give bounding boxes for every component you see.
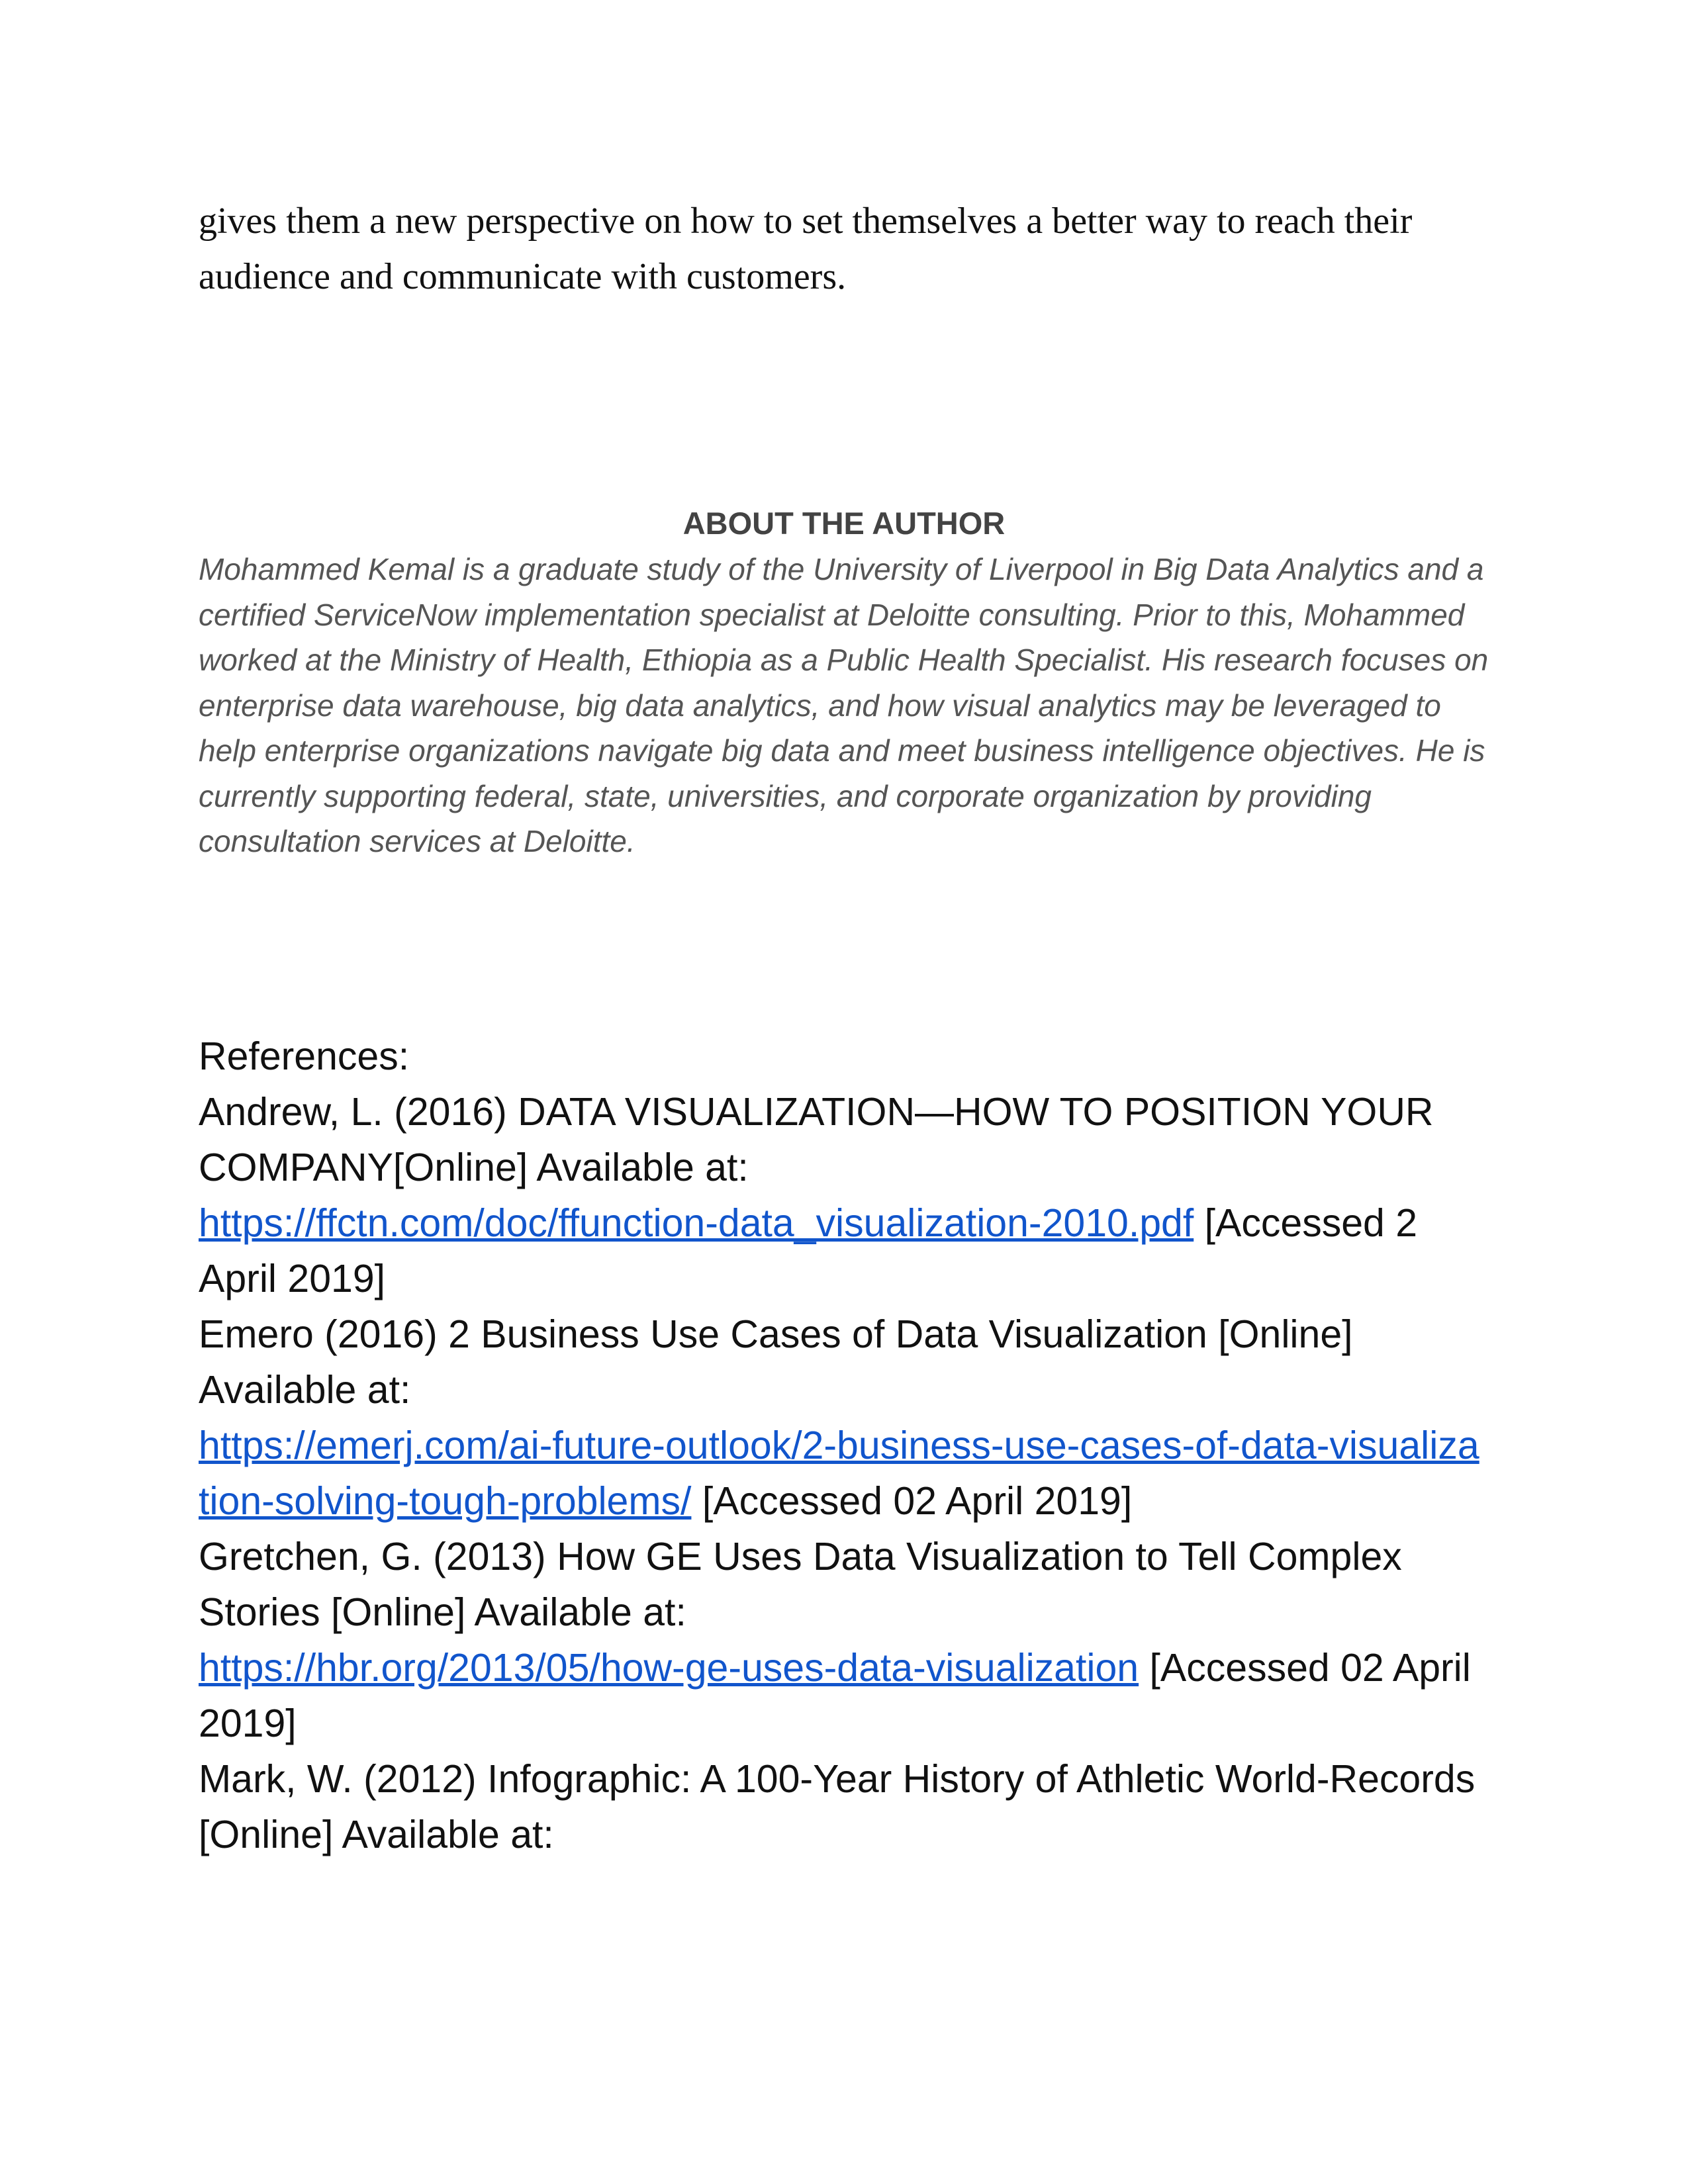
reference-entry — [199, 1529, 1489, 1751]
reference-accessed: [Accessed 02 April 2019] — [702, 1479, 1133, 1523]
reference-link[interactable]: https://emerj.com/ai-future-outlook/2-business-use-cases-of-data-visualization-solving-tough-problems/ — [199, 1424, 1479, 1523]
reference-text: Gretchen, G. (2013) How GE Uses Data Visualization to Tell Complex Stories [Online] Available at: — [199, 1535, 1402, 1634]
intro-paragraph: gives them a new perspective on how to set themselves a better way to reach their audience and communicate with customers. — [199, 201, 1413, 297]
reference-text: Mark, W. (2012) Infographic: A 100-Year History of Athletic World-Records [Online] Available at: — [199, 1757, 1476, 1856]
references-section — [199, 1028, 1489, 1862]
about-author-heading: ABOUT THE AUTHOR — [682, 506, 1006, 541]
reference-link[interactable]: https://hbr.org/2013/05/how-ge-uses-data-visualization — [199, 1646, 1139, 1690]
reference-entry — [199, 1751, 1489, 1862]
references-heading: References: — [199, 1034, 410, 1078]
reference-text: Emero (2016) 2 Business Use Cases of Data Visualization [Online] Available at: — [199, 1312, 1353, 1412]
reference-entry — [199, 1084, 1489, 1306]
reference-link[interactable]: https://ffctn.com/doc/ffunction-data_visualization-2010.pdf — [199, 1201, 1194, 1245]
author-bio: Mohammed Kemal is a graduate study of the University of Liverpool in Big Data Analytics and a certified ServiceNow implementation specialist at Deloitte consulting. Prior to this, Mohammed worked at the Ministry of Health, Ethiopia as a Public Health Specialist. His research focuses on enterprise data warehouse, big data analytics, and how visual analytics may be leveraged to help enterprise organizations navigate big data and meet business intelligence objectives. He is currently supporting federal, state, universities, and corporate organization by providing consultation services at Deloitte. — [199, 552, 1489, 858]
reference-accessed: [Accessed 02 April 2019] — [199, 1646, 1471, 1745]
reference-accessed: [Accessed 2 April 2019] — [199, 1201, 1418, 1300]
reference-entry — [199, 1306, 1489, 1529]
reference-text: Andrew, L. (2016) DATA VISUALIZATION—HOW TO POSITION YOUR COMPANY[Online] Available at: — [199, 1090, 1434, 1189]
